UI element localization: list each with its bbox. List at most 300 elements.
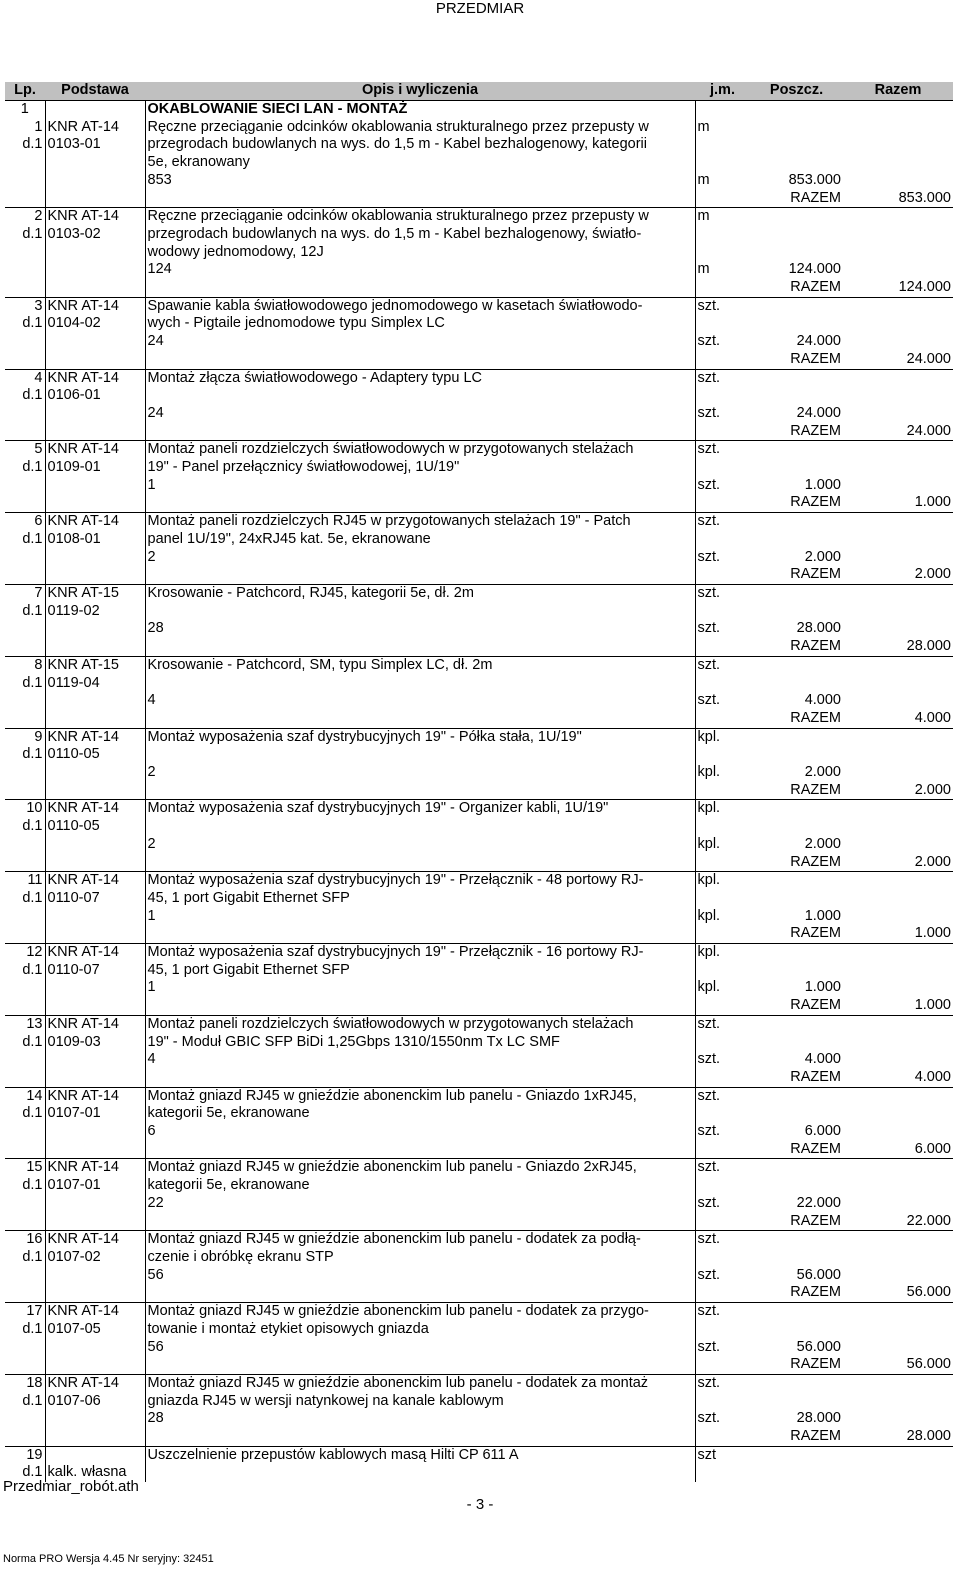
item-description-line: Montaż gniazd RJ45 w gnieździe abonenckim lub panelu - dodatek za przygo- xyxy=(145,1303,695,1321)
item-unit: szt. xyxy=(695,1159,750,1177)
total-label: RAZEM xyxy=(790,1284,841,1301)
calculation-row xyxy=(5,261,953,279)
calculation-row xyxy=(5,908,953,926)
item-basis-catalog: KNR AT-14 xyxy=(45,1231,145,1249)
total-value: 28.000 xyxy=(906,638,951,655)
total-row xyxy=(5,782,953,800)
item-row xyxy=(5,297,953,315)
item-description-line: gniazda RJ45 w wersji natynkowej na kanale kablowym xyxy=(145,1393,695,1411)
item-description-line: Montaż paneli rozdzielczych światłowodowych w przygotowanych stelażach xyxy=(145,1015,695,1033)
item-row xyxy=(5,800,953,818)
item-description-line: Montaż paneli rozdzielczych światłowodowych w przygotowanych stelażach xyxy=(145,441,695,459)
total-row xyxy=(5,1356,953,1374)
total-row xyxy=(5,566,953,584)
item-basis-code: 0107-05 xyxy=(45,1321,145,1339)
item-basis-catalog: KNR AT-15 xyxy=(45,656,145,674)
calculation-row xyxy=(5,405,953,423)
calculation-value: 28.000 xyxy=(796,1410,841,1427)
total-row xyxy=(5,1284,953,1302)
item-lp: 11 xyxy=(5,872,45,890)
calculation-row xyxy=(5,764,953,782)
calculation-row xyxy=(5,979,953,997)
item-lp: 17 xyxy=(5,1303,45,1321)
calculation-row xyxy=(5,549,953,567)
item-basis-code: 0104-02 xyxy=(45,315,145,333)
item-row xyxy=(5,1303,953,1321)
calculation-unit: kpl. xyxy=(695,908,750,926)
total-row xyxy=(5,997,953,1015)
item-lp: 2 xyxy=(5,208,45,226)
item-lp-suffix: d.1 xyxy=(22,746,43,763)
item-lp-suffix: d.1 xyxy=(22,315,43,332)
calculation-expression: 24 xyxy=(145,405,695,423)
calculation-value: 2.000 xyxy=(804,548,841,565)
item-lp: 6 xyxy=(5,513,45,531)
przedmiar-table xyxy=(5,82,953,1482)
calculation-expression: 853 xyxy=(145,172,695,190)
total-value: 2.000 xyxy=(914,566,951,583)
item-description-line: Montaż wyposażenia szaf dystrybucyjnych 19" - Przełącznik - 48 portowy RJ- xyxy=(145,872,695,890)
item-row-continuation xyxy=(5,818,953,836)
item-row xyxy=(5,208,953,226)
item-basis-catalog: KNR AT-14 xyxy=(45,1087,145,1105)
section-number: 1 xyxy=(20,101,29,117)
item-row-continuation xyxy=(5,387,953,405)
total-value: 1.000 xyxy=(914,925,951,942)
item-unit: kpl. xyxy=(695,872,750,890)
item-basis-catalog: KNR AT-14 xyxy=(45,513,145,531)
calculation-row xyxy=(5,1410,953,1428)
item-row-continuation xyxy=(5,1105,953,1123)
calculation-expression: 4 xyxy=(145,692,695,710)
total-value: 853.000 xyxy=(898,189,951,206)
item-description-line: Ręczne przeciąganie odcinków okablowania strukturalnego przez przepusty w xyxy=(145,208,695,226)
item-row xyxy=(5,513,953,531)
item-row xyxy=(5,584,953,602)
calculation-unit: szt. xyxy=(695,692,750,710)
item-row-continuation xyxy=(5,1034,953,1052)
item-basis-catalog: KNR AT-14 xyxy=(45,728,145,746)
item-lp-suffix: d.1 xyxy=(22,961,43,978)
item-description-line xyxy=(145,675,695,693)
total-row xyxy=(5,1428,953,1446)
item-row xyxy=(5,1015,953,1033)
item-description-line: Montaż wyposażenia szaf dystrybucyjnych 19" - Przełącznik - 16 portowy RJ- xyxy=(145,944,695,962)
total-label: RAZEM xyxy=(790,422,841,439)
calculation-value: 853.000 xyxy=(788,171,841,188)
total-row xyxy=(5,1141,953,1159)
item-basis-code: 0107-02 xyxy=(45,1249,145,1267)
item-row-continuation xyxy=(5,603,953,621)
item-description-line: 19" - Moduł GBIC SFP BiDi 1,25Gbps 1310/1550nm Tx LC SMF xyxy=(145,1034,695,1052)
total-row xyxy=(5,1213,953,1231)
item-basis-code: 0108-01 xyxy=(45,531,145,549)
calculation-expression: 1 xyxy=(145,477,695,495)
item-row xyxy=(5,656,953,674)
calculation-unit: kpl. xyxy=(695,764,750,782)
item-unit: szt. xyxy=(695,513,750,531)
item-row xyxy=(5,728,953,746)
item-description-line: Montaż wyposażenia szaf dystrybucyjnych 19" - Półka stała, 1U/19" xyxy=(145,728,695,746)
total-label: RAZEM xyxy=(790,1428,841,1445)
total-value: 1.000 xyxy=(914,997,951,1014)
item-basis-catalog: KNR AT-15 xyxy=(45,584,145,602)
item-lp-suffix: d.1 xyxy=(22,459,43,476)
total-value: 24.000 xyxy=(906,422,951,439)
item-basis-code: 0107-01 xyxy=(45,1177,145,1195)
item-lp: 12 xyxy=(5,944,45,962)
item-description-line: 19" - Panel przełącznicy światłowodowej, 1U/19" xyxy=(145,459,695,477)
section-row xyxy=(5,101,953,119)
calculation-expression: 22 xyxy=(145,1195,695,1213)
item-unit: szt. xyxy=(695,584,750,602)
item-basis-catalog: KNR AT-14 xyxy=(45,119,145,137)
total-value: 22.000 xyxy=(906,1212,951,1229)
item-basis-catalog: KNR AT-14 xyxy=(45,1374,145,1392)
calculation-row xyxy=(5,1123,953,1141)
item-lp: 16 xyxy=(5,1231,45,1249)
calculation-unit: kpl. xyxy=(695,836,750,854)
item-basis-catalog: KNR AT-14 xyxy=(45,872,145,890)
item-row-continuation xyxy=(5,1321,953,1339)
item-lp-suffix: d.1 xyxy=(22,818,43,835)
item-row-continuation xyxy=(5,531,953,549)
item-lp: 4 xyxy=(5,369,45,387)
footer-filename: Przedmiar_robót.ath xyxy=(3,1478,139,1495)
item-lp: 8 xyxy=(5,656,45,674)
total-label: RAZEM xyxy=(790,709,841,726)
item-basis-code: 0107-06 xyxy=(45,1393,145,1411)
item-unit: szt. xyxy=(695,1087,750,1105)
item-basis-code: 0107-01 xyxy=(45,1105,145,1123)
item-description-line: Montaż gniazd RJ45 w gnieździe abonenckim lub panelu - Gniazdo 1xRJ45, xyxy=(145,1087,695,1105)
calculation-unit: m xyxy=(695,261,750,279)
calculation-row xyxy=(5,477,953,495)
total-row xyxy=(5,638,953,656)
item-basis-code: 0103-02 xyxy=(45,226,145,244)
item-description-line: panel 1U/19", 24xRJ45 kat. 5e, ekranowane xyxy=(145,531,695,549)
calculation-expression: 6 xyxy=(145,1123,695,1141)
item-lp-suffix: d.1 xyxy=(22,1464,43,1481)
item-lp-suffix: d.1 xyxy=(22,387,43,404)
item-row xyxy=(5,1087,953,1105)
total-row xyxy=(5,423,953,441)
item-row-continuation xyxy=(5,226,953,244)
calculation-value: 56.000 xyxy=(796,1266,841,1283)
item-row xyxy=(5,944,953,962)
item-row xyxy=(5,1159,953,1177)
total-label: RAZEM xyxy=(790,853,841,870)
calculation-expression: 56 xyxy=(145,1339,695,1357)
item-basis-catalog: KNR AT-14 xyxy=(45,1303,145,1321)
table-body xyxy=(5,101,953,1483)
calculation-value: 4.000 xyxy=(804,692,841,709)
calculation-unit: szt. xyxy=(695,1410,750,1428)
total-value: 2.000 xyxy=(914,781,951,798)
item-description-line: Spawanie kabla światłowodowego jednomodowego w kasetach światłowodo- xyxy=(145,297,695,315)
total-label: RAZEM xyxy=(790,638,841,655)
item-unit: szt. xyxy=(695,297,750,315)
item-lp: 10 xyxy=(5,800,45,818)
item-lp-suffix: d.1 xyxy=(22,1105,43,1122)
total-value: 2.000 xyxy=(914,853,951,870)
footer-page-number: - 3 - xyxy=(466,1496,494,1513)
calculation-unit: szt. xyxy=(695,620,750,638)
item-row xyxy=(5,1374,953,1392)
total-label: RAZEM xyxy=(790,925,841,942)
calculation-value: 56.000 xyxy=(796,1338,841,1355)
item-description-line: Montaż złącza światłowodowego - Adaptery typu LC xyxy=(145,369,695,387)
calculation-expression: 4 xyxy=(145,1051,695,1069)
item-lp: 1 xyxy=(34,118,43,135)
item-description-line: wych - Pigtaile jednomodowe typu Simplex LC xyxy=(145,315,695,333)
calculation-unit: szt. xyxy=(695,1267,750,1285)
item-row xyxy=(5,369,953,387)
item-description-line: towanie i montaż etykiet opisowych gniazda xyxy=(145,1321,695,1339)
calculation-value: 124.000 xyxy=(788,261,841,278)
item-basis-catalog: KNR AT-14 xyxy=(45,800,145,818)
item-row xyxy=(5,1446,953,1464)
item-row-continuation xyxy=(5,154,953,172)
item-basis-catalog: KNR AT-14 xyxy=(45,369,145,387)
footer-software-info: Norma PRO Wersja 4.45 Nr seryjny: 32451 xyxy=(3,1553,214,1565)
total-value: 6.000 xyxy=(914,1140,951,1157)
item-lp: 15 xyxy=(5,1159,45,1177)
item-basis-code: 0110-07 xyxy=(45,890,145,908)
calculation-row xyxy=(5,1267,953,1285)
item-row-continuation xyxy=(5,746,953,764)
calculation-expression: 28 xyxy=(145,620,695,638)
col-header-opis: Opis i wyliczenia xyxy=(145,82,695,101)
total-label: RAZEM xyxy=(790,1140,841,1157)
item-description-line: czenie i obróbkę ekranu STP xyxy=(145,1249,695,1267)
total-value: 124.000 xyxy=(898,279,951,296)
item-description-line xyxy=(145,746,695,764)
calculation-value: 4.000 xyxy=(804,1051,841,1068)
item-lp: 3 xyxy=(5,297,45,315)
calculation-value: 2.000 xyxy=(804,835,841,852)
calculation-unit: szt. xyxy=(695,477,750,495)
item-description-line: Krosowanie - Patchcord, SM, typu Simplex LC, dł. 2m xyxy=(145,656,695,674)
item-lp: 13 xyxy=(5,1015,45,1033)
calculation-expression: 1 xyxy=(145,908,695,926)
item-row-continuation xyxy=(5,244,953,262)
item-description-line: Montaż paneli rozdzielczych RJ45 w przygotowanych stelażach 19" - Patch xyxy=(145,513,695,531)
item-description-line: kategorii 5e, ekranowane xyxy=(145,1105,695,1123)
item-unit: szt. xyxy=(695,1015,750,1033)
item-description-line xyxy=(145,603,695,621)
total-label: RAZEM xyxy=(790,781,841,798)
total-row xyxy=(5,351,953,369)
table-header-row xyxy=(5,82,953,101)
calculation-unit: kpl. xyxy=(695,979,750,997)
item-unit: szt. xyxy=(695,1374,750,1392)
item-description-line: Uszczelnienie przepustów kablowych masą Hilti CP 611 A xyxy=(145,1446,695,1464)
calculation-unit: szt. xyxy=(695,333,750,351)
item-row-continuation xyxy=(5,459,953,477)
calculation-row xyxy=(5,1051,953,1069)
item-lp: 14 xyxy=(5,1087,45,1105)
item-row xyxy=(5,119,953,137)
item-description-line xyxy=(145,818,695,836)
item-description-line: przegrodach budowlanych na wys. do 1,5 m - Kabel bezhalogenowy, światło- xyxy=(145,226,695,244)
col-header-lp: Lp. xyxy=(5,82,45,101)
total-value: 56.000 xyxy=(906,1356,951,1373)
item-description-line: Montaż gniazd RJ45 w gnieździe abonenckim lub panelu - dodatek za podłą- xyxy=(145,1231,695,1249)
item-description-line: 45, 1 port Gigabit Ethernet SFP xyxy=(145,962,695,980)
total-label: RAZEM xyxy=(790,997,841,1014)
item-description-line xyxy=(145,387,695,405)
item-row xyxy=(5,1231,953,1249)
total-row xyxy=(5,854,953,872)
calculation-unit: szt. xyxy=(695,549,750,567)
item-basis-code: 0110-07 xyxy=(45,962,145,980)
calculation-value: 1.000 xyxy=(804,907,841,924)
item-lp-suffix: d.1 xyxy=(22,602,43,619)
calculation-row xyxy=(5,1195,953,1213)
item-unit: szt. xyxy=(695,656,750,674)
item-description-line: 45, 1 port Gigabit Ethernet SFP xyxy=(145,890,695,908)
calculation-expression: 124 xyxy=(145,261,695,279)
item-unit: szt. xyxy=(695,441,750,459)
total-label: RAZEM xyxy=(790,189,841,206)
col-header-jm: j.m. xyxy=(695,82,750,101)
item-row xyxy=(5,872,953,890)
item-lp: 5 xyxy=(5,441,45,459)
item-basis-code: kalk. własna xyxy=(45,1464,145,1482)
item-unit: kpl. xyxy=(695,728,750,746)
item-row xyxy=(5,441,953,459)
calculation-value: 24.000 xyxy=(796,404,841,421)
calculation-expression: 1 xyxy=(145,979,695,997)
item-description-line: wodowy jednomodowy, 12J xyxy=(145,244,695,262)
item-row-continuation xyxy=(5,1177,953,1195)
item-basis-code: 0109-03 xyxy=(45,1034,145,1052)
item-row-continuation xyxy=(5,1249,953,1267)
item-lp: 9 xyxy=(5,728,45,746)
item-lp-suffix: d.1 xyxy=(22,1177,43,1194)
total-label: RAZEM xyxy=(790,350,841,367)
item-basis-catalog: KNR AT-14 xyxy=(45,297,145,315)
item-basis-catalog: KNR AT-14 xyxy=(45,1159,145,1177)
item-row-continuation xyxy=(5,890,953,908)
item-lp-suffix: d.1 xyxy=(22,225,43,242)
item-basis-code: 0106-01 xyxy=(45,387,145,405)
item-row-continuation xyxy=(5,675,953,693)
calculation-value: 24.000 xyxy=(796,333,841,350)
item-unit: szt. xyxy=(695,1231,750,1249)
calculation-unit: m xyxy=(695,172,750,190)
item-basis-catalog: KNR AT-14 xyxy=(45,1015,145,1033)
item-unit: szt. xyxy=(695,1303,750,1321)
calculation-row xyxy=(5,172,953,190)
calculation-unit: szt. xyxy=(695,1051,750,1069)
item-lp-suffix: d.1 xyxy=(22,530,43,547)
total-value: 24.000 xyxy=(906,350,951,367)
calculation-expression: 56 xyxy=(145,1267,695,1285)
total-label: RAZEM xyxy=(790,1212,841,1229)
item-description-line: Montaż wyposażenia szaf dystrybucyjnych 19" - Organizer kabli, 1U/19" xyxy=(145,800,695,818)
item-unit: kpl. xyxy=(695,944,750,962)
item-lp-suffix: d.1 xyxy=(22,889,43,906)
item-description-line: Montaż gniazd RJ45 w gnieździe abonenckim lub panelu - dodatek za montaż xyxy=(145,1374,695,1392)
total-row xyxy=(5,279,953,297)
item-row-continuation xyxy=(5,315,953,333)
total-label: RAZEM xyxy=(790,1068,841,1085)
total-value: 1.000 xyxy=(914,494,951,511)
calculation-value: 28.000 xyxy=(796,620,841,637)
item-unit: m xyxy=(695,119,750,137)
total-row xyxy=(5,1069,953,1087)
item-unit: m xyxy=(695,208,750,226)
calculation-row xyxy=(5,836,953,854)
calculation-value: 22.000 xyxy=(796,1194,841,1211)
item-lp-suffix: d.1 xyxy=(22,1320,43,1337)
item-lp-suffix: d.1 xyxy=(22,1249,43,1265)
item-lp-suffix: d.1 xyxy=(22,1033,43,1050)
item-lp-suffix: d.1 xyxy=(22,1392,43,1409)
calculation-value: 6.000 xyxy=(804,1123,841,1140)
calculation-expression: 2 xyxy=(145,836,695,854)
item-basis-code: 0110-05 xyxy=(45,818,145,836)
item-description-line: przegrodach budowlanych na wys. do 1,5 m - Kabel bezhalogenowy, kategorii xyxy=(145,136,695,154)
calculation-expression: 24 xyxy=(145,333,695,351)
calculation-unit: szt. xyxy=(695,1123,750,1141)
item-row-continuation xyxy=(5,136,953,154)
item-lp: 7 xyxy=(5,584,45,602)
calculation-value: 1.000 xyxy=(804,979,841,996)
total-row xyxy=(5,190,953,208)
page-title: PRZEDMIAR xyxy=(435,0,525,17)
total-value: 4.000 xyxy=(914,709,951,726)
item-lp: 19 xyxy=(5,1446,45,1464)
calculation-unit: szt. xyxy=(695,405,750,423)
item-basis-code: 0110-05 xyxy=(45,746,145,764)
item-unit: szt. xyxy=(695,369,750,387)
item-lp: 18 xyxy=(5,1374,45,1392)
total-value: 4.000 xyxy=(914,1068,951,1085)
item-basis-catalog: KNR AT-14 xyxy=(45,944,145,962)
item-lp-suffix: d.1 xyxy=(22,136,43,153)
calculation-expression: 2 xyxy=(145,549,695,567)
calculation-row xyxy=(5,692,953,710)
item-description-line: 5e, ekranowany xyxy=(145,154,695,172)
item-row-continuation xyxy=(5,1464,953,1482)
calculation-unit: szt. xyxy=(695,1195,750,1213)
total-label: RAZEM xyxy=(790,494,841,511)
item-description-line: kategorii 5e, ekranowane xyxy=(145,1177,695,1195)
item-description-line: Ręczne przeciąganie odcinków okablowania strukturalnego przez przepusty w xyxy=(145,119,695,137)
item-basis-code: 0119-04 xyxy=(45,675,145,693)
item-basis-code: 0119-02 xyxy=(45,603,145,621)
calculation-value: 2.000 xyxy=(804,764,841,781)
item-basis-catalog: KNR AT-14 xyxy=(45,441,145,459)
calculation-row xyxy=(5,1339,953,1357)
total-row xyxy=(5,494,953,512)
item-basis-code: 0103-01 xyxy=(45,136,145,154)
total-label: RAZEM xyxy=(790,279,841,296)
total-value: 56.000 xyxy=(906,1284,951,1301)
col-header-podstawa: Podstawa xyxy=(45,82,145,101)
calculation-value: 1.000 xyxy=(804,476,841,493)
col-header-poszcz: Poszcz. xyxy=(750,82,843,101)
item-description-line: Krosowanie - Patchcord, RJ45, kategorii 5e, dł. 2m xyxy=(145,584,695,602)
calculation-row xyxy=(5,333,953,351)
col-header-razem: Razem xyxy=(843,82,953,101)
calculation-unit: szt. xyxy=(695,1339,750,1357)
item-basis-catalog: KNR AT-14 xyxy=(45,208,145,226)
calculation-row xyxy=(5,620,953,638)
